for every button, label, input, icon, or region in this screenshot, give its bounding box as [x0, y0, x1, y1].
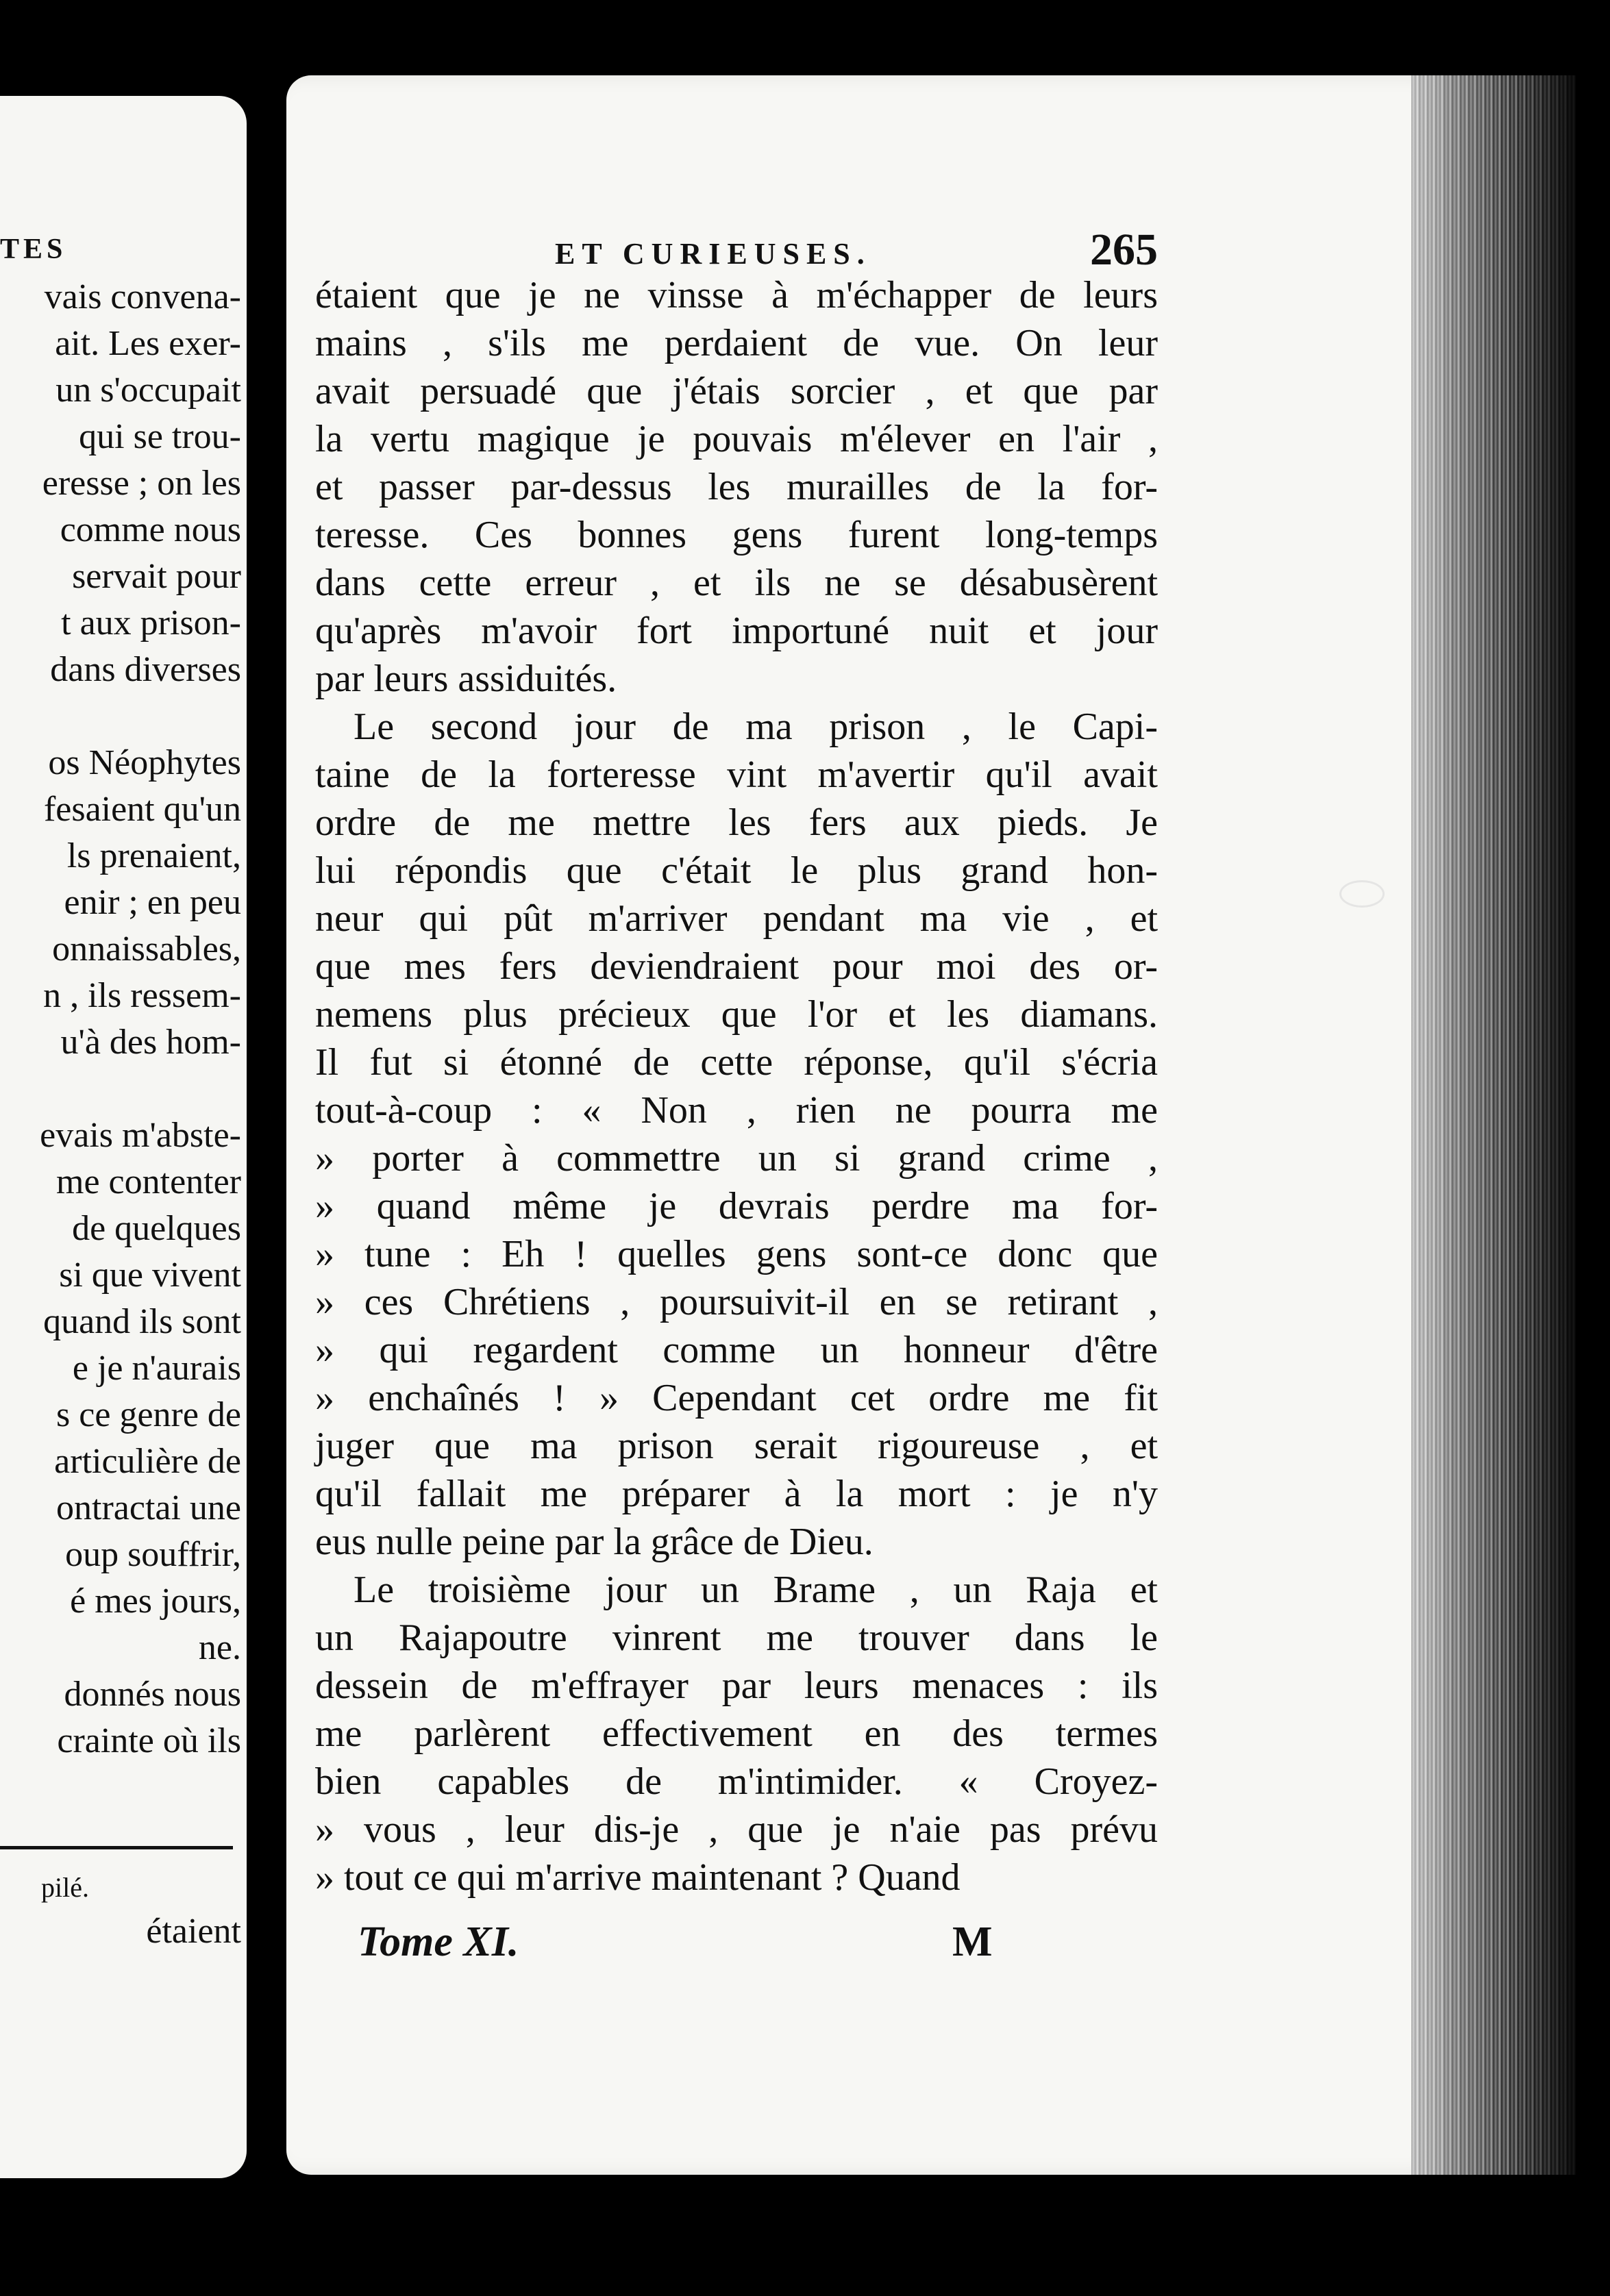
text-line: dans cette erreur , et ils ne se désabusèrent	[315, 562, 1158, 604]
left-text-line: articulière de	[54, 1442, 241, 1481]
volume-label: Tome XI.	[358, 1919, 519, 1965]
left-text-line: n , ils ressem-	[43, 976, 241, 1015]
text-line: » tune : Eh ! quelles gens sont-ce donc que	[315, 1233, 1158, 1275]
left-text-line: é mes jours,	[70, 1582, 241, 1621]
text-line: » tout ce qui m'arrive maintenant ? Quand	[315, 1856, 961, 1899]
left-page-text	[40, 274, 241, 1764]
left-footnote: pilé.	[41, 1872, 89, 1903]
running-title: ET CURIEUSES.	[555, 237, 871, 271]
text-line: mains , s'ils me perdaient de vue. On leur	[315, 322, 1158, 364]
paper-blemish	[1339, 880, 1385, 908]
text-line: ordre de me mettre les fers aux pieds. Je	[315, 801, 1158, 844]
text-line: nemens plus précieux que l'or et les diamans.	[315, 993, 1158, 1036]
page-number: 265	[1090, 225, 1158, 275]
left-text-line	[40, 693, 241, 740]
text-line: » vous , leur dis-je , que je n'aie pas prévu	[315, 1808, 1158, 1851]
left-text-line: me contenter	[56, 1162, 241, 1201]
text-line: Le troisième jour un Brame , un Raja et	[354, 1569, 1158, 1611]
left-text-line: t aux prison-	[61, 603, 241, 642]
text-line: la vertu magique je pouvais m'élever en l'air ,	[315, 418, 1158, 460]
left-catchword: étaient	[146, 1912, 241, 1951]
left-text-line: donnés nous	[64, 1675, 241, 1714]
text-line: dessein de m'effrayer par leurs menaces : ils	[315, 1664, 1158, 1707]
text-line: bien capables de m'intimider. « Croyez-	[315, 1760, 1158, 1803]
signature-mark: M	[952, 1919, 993, 1965]
left-text-line: crainte où ils	[57, 1721, 241, 1760]
left-text-line: u'à des hom-	[60, 1023, 241, 1062]
text-line: taine de la forteresse vint m'avertir qu'il avait	[315, 753, 1158, 796]
left-text-line: ls prenaient,	[66, 836, 241, 875]
left-text-line: os Néophytes	[48, 743, 241, 782]
left-text-line: quand ils sont	[43, 1302, 241, 1341]
text-line: » qui regardent comme un honneur d'être	[315, 1329, 1158, 1371]
text-line: un Rajapoutre vinrent me trouver dans le	[315, 1617, 1158, 1659]
text-line: juger que ma prison serait rigoureuse , et	[315, 1425, 1158, 1467]
left-text-line: ait. Les exer-	[55, 324, 241, 363]
left-running-head: TES	[0, 234, 67, 265]
left-text-line: s ce genre de	[56, 1395, 241, 1434]
text-line: qu'après m'avoir fort importuné nuit et jour	[315, 610, 1158, 652]
left-text-line: de quelques	[72, 1209, 241, 1248]
text-line: » enchaînés ! » Cependant cet ordre me fit	[315, 1377, 1158, 1419]
left-facing-page	[0, 96, 247, 2178]
left-text-line: evais m'abste-	[40, 1116, 241, 1155]
text-line: Le second jour de ma prison , le Capi-	[354, 706, 1158, 748]
text-line: que mes fers deviendraient pour moi des or-	[315, 945, 1158, 988]
text-line: qu'il fallait me préparer à la mort : je n'y	[315, 1473, 1158, 1515]
text-line: » quand même je devrais perdre ma for-	[315, 1185, 1158, 1227]
left-text-line: si que vivent	[59, 1256, 241, 1295]
text-line: » porter à commettre un si grand crime ,	[315, 1137, 1158, 1180]
left-text-line: dans diverses	[50, 650, 241, 689]
page-edges-shading	[1411, 75, 1576, 2175]
footnote-rule	[0, 1846, 233, 1849]
left-text-line: fesaient qu'un	[43, 790, 241, 829]
left-text-line	[40, 1066, 241, 1112]
left-text-line: qui se trou-	[79, 417, 241, 456]
text-line: avait persuadé que j'étais sorcier , et que par	[315, 370, 1158, 412]
left-text-line: onnaissables,	[52, 929, 241, 969]
left-text-line: comme nous	[60, 510, 241, 549]
body-text	[315, 271, 1158, 1901]
text-line: par leurs assiduités.	[315, 658, 617, 700]
left-text-line: ne.	[198, 1628, 241, 1667]
text-line: et passer par-dessus les murailles de la for-	[315, 466, 1158, 508]
text-line: lui répondis que c'était le plus grand hon-	[315, 849, 1158, 892]
left-text-line: oup souffrir,	[65, 1535, 241, 1574]
page-footer	[315, 1918, 1158, 1973]
left-text-line: enir ; en peu	[64, 883, 241, 922]
left-text-line: ontractai une	[56, 1488, 241, 1527]
left-text-line: eresse ; on les	[42, 464, 241, 503]
text-line: me parlèrent effectivement en des termes	[315, 1712, 1158, 1755]
text-line: eus nulle peine par la grâce de Dieu.	[315, 1521, 874, 1563]
left-text-line: vais convena-	[44, 277, 241, 316]
text-line: tout-à-coup : « Non , rien ne pourra me	[315, 1089, 1158, 1132]
text-line: teresse. Ces bonnes gens furent long-temps	[315, 514, 1158, 556]
text-line: neur qui pût m'arriver pendant ma vie , et	[315, 897, 1158, 940]
text-line: Il fut si étonné de cette réponse, qu'il s'écria	[315, 1041, 1158, 1084]
left-text-line: un s'occupait	[55, 371, 241, 410]
left-text-line: e je n'aurais	[72, 1349, 241, 1388]
left-text-line: servait pour	[72, 557, 241, 596]
text-line: » ces Chrétiens , poursuivit-il en se retirant ,	[315, 1281, 1158, 1323]
text-line: étaient que je ne vinsse à m'échapper de leurs	[315, 274, 1158, 316]
